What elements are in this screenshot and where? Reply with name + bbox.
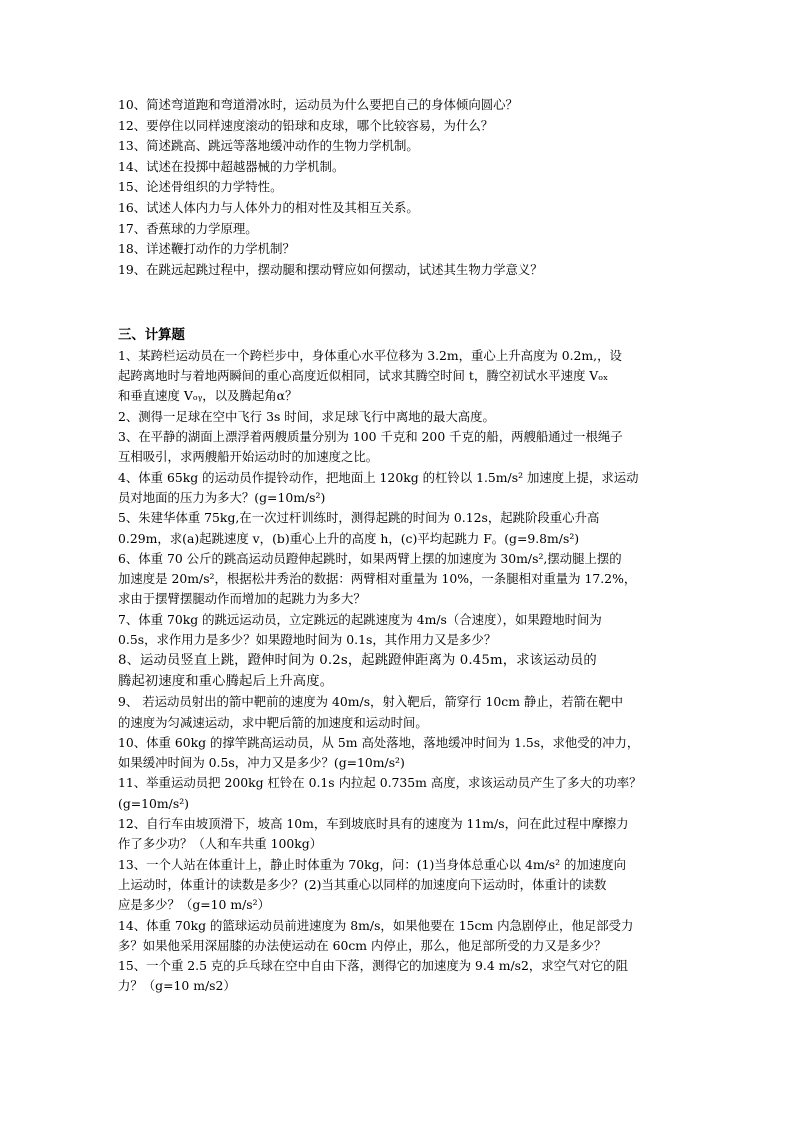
problem-line: 应是多少？（g=10 m/s²） — [118, 897, 271, 913]
review-question: 13、简述跳高、跳远等落地缓冲动作的生物力学机制。 — [118, 138, 419, 154]
problem-line: 7、体重 70kg 的跳远运动员，立定跳远的起跳速度为 4m/s（合速度），如果蹬地时间为 — [118, 611, 602, 627]
section-title: 三、计算题 — [118, 327, 185, 344]
calc-problem — [118, 508, 678, 549]
problem-line: 3、在平静的湖面上漂浮着两艘质量分别为 100 千克和 200 千克的船，两艘船通过一根绳子 — [118, 429, 623, 445]
calc-problem — [118, 407, 678, 427]
problem-line: 13、一个人站在体重计上，静止时体重为 70kg，问：(1)当身体总重心以 4m/s² 的加速度向 — [118, 856, 626, 872]
problem-line: 腾起初速度和重心腾起后上升高度。 — [118, 674, 334, 690]
problem-line: 如果缓冲时间为 0.5s，冲力又是多少？(g=10m/s²) — [118, 755, 405, 771]
problem-line: 12、自行车由坡顶滑下，坡高 10m，车到坡底时具有的速度为 11m/s，问在此过程中摩擦力 — [118, 816, 629, 832]
review-question-list — [118, 95, 678, 280]
problem-line: 作了多少功？（人和车共重 100kg） — [118, 836, 323, 852]
problem-line: 起跨离地时与着地两瞬间的重心高度近似相同，试求其腾空时间 t，腾空初试水平速度 Vₒₓ — [118, 368, 609, 384]
problem-line: 0.29m，求(a)起跳速度 v，(b)重心上升的高度 h，(c)平均起跳力 F。(g=9.8m/s²) — [118, 530, 580, 546]
review-question: 17、香蕉球的力学原理。 — [118, 220, 258, 236]
problem-line: 8、运动员竖直上跳，蹬伸时间为 0.2s，起跳蹬伸距离为 0.45m，求该运动员的 — [118, 653, 597, 669]
calc-problem — [118, 610, 678, 651]
problem-line: 11、举重运动员把 200kg 杠铃在 0.1s 内拉起 0.735m 高度，求该运动员产生了多大的功率？ — [118, 775, 642, 791]
problem-line: 5、朱建华体重 75kg,在一次过杆训练时，测得起跳的时间为 0.12s，起跳阶段重心升高 — [118, 510, 600, 526]
problem-line: 14、体重 70kg 的篮球运动员前进速度为 8m/s，如果他要在 15cm 内急剧停止，他足部受力 — [118, 917, 634, 933]
review-question: 18、详述鞭打动作的力学机制？ — [118, 241, 295, 257]
document-page — [118, 95, 678, 997]
calc-problem — [118, 549, 678, 610]
review-question: 10、简述弯道跑和弯道滑冰时，运动员为什么要把自己的身体倾向圆心？ — [118, 97, 518, 112]
problem-line: 和垂直速度 Vₒᵧ，以及腾起角α？ — [118, 388, 298, 404]
problem-line: 10、体重 60kg 的撑竿跳高运动员，从 5m 高处落地，落地缓冲时间为 1.5s，求他受的冲力， — [118, 734, 640, 750]
calc-problem — [118, 427, 678, 468]
problem-line: 的速度为匀减速运动，求中靶后箭的加速度和运动时间。 — [118, 714, 428, 730]
problem-line: 上运动时，体重计的读数是多少？(2)当其重心以同样的加速度向下运动时，体重计的读数 — [118, 876, 607, 892]
review-question: 15、论述骨组织的力学特性。 — [118, 179, 283, 195]
calc-problem — [118, 733, 678, 774]
calc-problem — [118, 814, 678, 855]
problem-line: 4、体重 65kg 的运动员作提铃动作，把地面上 120kg 的杠铃以 1.5m/s² 加速度上提，求运动 — [118, 469, 639, 485]
problem-line: 互相吸引，求两艘船开始运动时的加速度之比。 — [118, 449, 379, 465]
calc-problem — [118, 692, 678, 733]
calc-problem — [118, 855, 678, 916]
problem-line: 2、测得一足球在空中飞行 3s 时间，求足球飞行中离地的最大高度。 — [118, 408, 495, 424]
review-question: 16、试述人体内力与人体外力的相对性及其相互关系。 — [118, 199, 419, 215]
review-question: 12、要停住以同样速度滚动的铅球和皮球，哪个比较容易，为什么？ — [118, 117, 494, 133]
problem-line: 15、一个重 2.5 克的乒乓球在空中自由下落，测得它的加速度为 9.4 m/s2，求空气对它的阻 — [118, 958, 628, 974]
problem-line: 6、体重 70 公斤的跳高运动员蹬伸起跳时，如果两臂上摆的加速度为 30m/s²,摆动腿上摆的 — [118, 550, 622, 566]
problem-line: 求由于摆臂摆腿动作而增加的起跳力为多大？ — [118, 591, 366, 607]
calc-problem — [118, 956, 678, 997]
problem-line: 0.5s，求作用力是多少？如果蹬地时间为 0.1s，其作用力又是多少？ — [118, 632, 497, 647]
calc-problem-list — [118, 346, 678, 997]
problem-line: 加速度是 20m/s²，根据松井秀治的数据：两臂相对重量为 10%，一条腿相对重量为 17.2%， — [118, 571, 637, 587]
problem-line: 力？（g=10 m/s2） — [118, 978, 236, 994]
calc-problem — [118, 916, 678, 957]
review-question: 14、试述在投掷中超越器械的力学机制。 — [118, 158, 345, 174]
problem-line: 多？如果他采用深屈膝的办法使运动在 60cm 内停止，那么，他足部所受的力又是多少？ — [118, 937, 607, 953]
problem-line: 9、 若运动员射出的箭中靶前的速度为 40m/s，射入靶后，箭穿行 10cm 静止，若箭在靶中 — [118, 694, 624, 710]
review-question: 19、在跳远起跳过程中，摆动腿和摆动臂应如何摆动，试述其生物力学意义？ — [118, 261, 543, 277]
calc-problem — [118, 773, 678, 814]
calc-problem — [118, 346, 678, 407]
calc-problem — [118, 650, 678, 692]
problem-line: 1、某跨栏运动员在一个跨栏步中，身体重心水平位移为 3.2m，重心上升高度为 0.2m,，设 — [118, 347, 622, 363]
problem-line: 员对地面的压力为多大？(g=10m/s²) — [118, 489, 326, 505]
problem-line: (g=10m/s²) — [118, 795, 189, 811]
calc-problem — [118, 468, 678, 509]
